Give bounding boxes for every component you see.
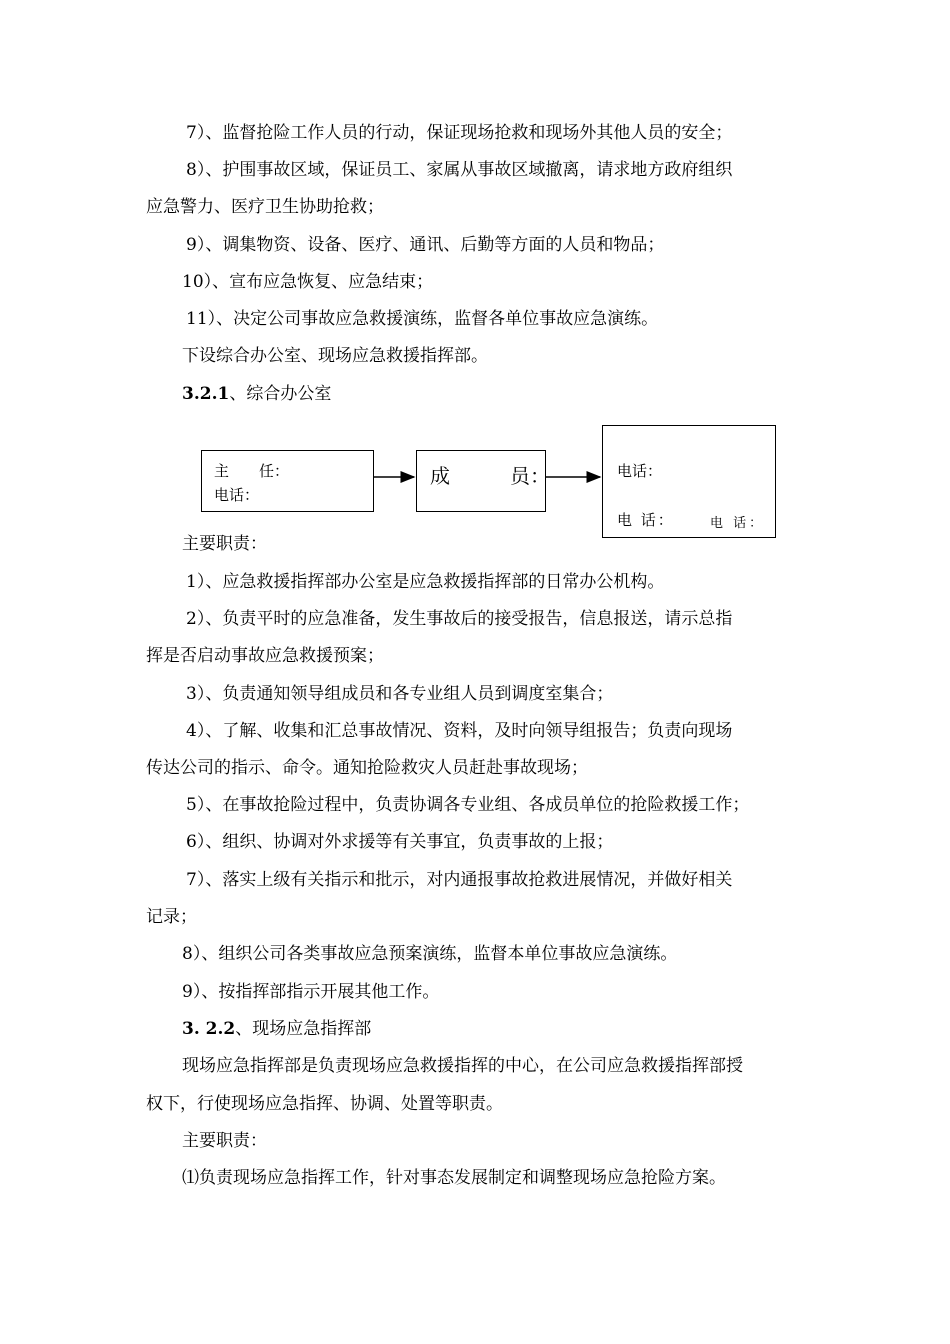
- duty-item: 8）、组织公司各类事故应急预案演练，监督本单位事故应急演练。: [182, 944, 678, 964]
- phone-label: 电话：: [617, 462, 663, 480]
- duty-item: 9）、按指挥部指示开展其他工作。: [182, 982, 440, 1002]
- paragraph: 10）、宣布应急恢复、应急结束；: [182, 272, 434, 292]
- paragraph: 11）、决定公司事故应急救援演练，监督各单位事故应急演练。: [186, 309, 659, 329]
- duty-item: 5）、在事故抢险过程中，负责协调各专业组、各成员单位的抢险救援工作；: [186, 795, 750, 815]
- paragraph: 权下，行使现场应急指挥、协调、处置等职责。: [146, 1094, 503, 1114]
- section-title: 、现场应急指挥部: [235, 1019, 372, 1039]
- paragraph: 7）、监督抢险工作人员的行动，保证现场抢救和现场外其他人员的安全；: [186, 123, 733, 143]
- duty-item: 4）、了解、收集和汇总事故情况、资料，及时向领导组报告；负责向现场: [186, 721, 733, 741]
- section-title: 、综合办公室: [229, 384, 332, 404]
- duty-item: 6）、组织、协调对外求援等有关事宜，负责事故的上报；: [186, 832, 614, 852]
- paragraph: 现场应急指挥部是负责现场应急救援指挥的中心，在公司应急救援指挥部授: [182, 1056, 743, 1076]
- duties-heading: 主要职责：: [182, 1131, 267, 1151]
- duties-heading: 主要职责：: [182, 534, 267, 554]
- paragraph: 9）、调集物资、设备、医疗、通讯、后勤等方面的人员和物品；: [186, 235, 665, 255]
- phone-label: 电 话：: [710, 516, 766, 531]
- director-phone-label: 电话：: [214, 486, 260, 504]
- paragraph: 应急警力、医疗卫生协助抢救；: [146, 197, 384, 217]
- section-heading-3-2-1: [182, 382, 950, 406]
- duty-item: 7）、落实上级有关指示和批示，对内通报事故抢救进展情况，并做好相关: [186, 870, 733, 890]
- duty-item: 3）、负责通知领导组成员和各专业组人员到调度室集合；: [186, 684, 614, 704]
- duty-item: 1）、应急救援指挥部办公室是应急救援指挥部的日常办公机构。: [186, 572, 665, 592]
- section-heading-3-2-2: [182, 1017, 950, 1041]
- phone-label: 电 话：: [617, 511, 675, 529]
- members-label: 成 员：: [430, 464, 550, 488]
- section-number: 3. 2.2: [182, 1019, 236, 1039]
- duty-item: 传达公司的指示、命令。通知抢险救灾人员赶赴事故现场；: [146, 758, 588, 778]
- paragraph: 8）、护围事故区域，保证员工、家属从事故区域撤离，请求地方政府组织: [186, 160, 733, 180]
- section-number: 3.2.1: [182, 384, 230, 404]
- duty-item: 2）、负责平时的应急准备，发生事故后的接受报告，信息报送，请示总指: [186, 609, 733, 629]
- director-label: 主 任：: [214, 462, 290, 480]
- duty-item: 记录；: [146, 907, 197, 927]
- paragraph: 下设综合办公室、现场应急救援指挥部。: [182, 346, 488, 366]
- duty-item: 挥是否启动事故应急救援预案；: [146, 646, 384, 666]
- duty-item: ⑴负责现场应急指挥工作，针对事态发展制定和调整现场应急抢险方案。: [182, 1168, 726, 1188]
